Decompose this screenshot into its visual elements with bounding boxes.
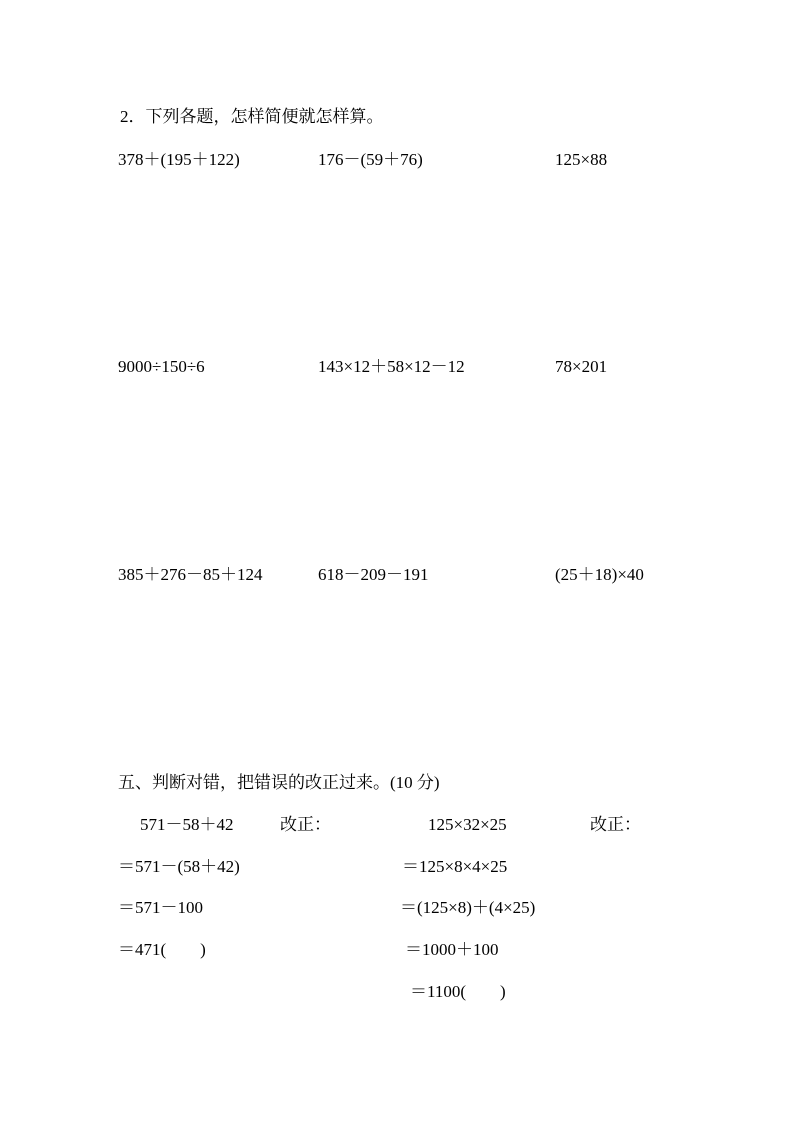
section-2-heading: 2．下列各题，怎样简便就怎样算。 <box>120 107 384 126</box>
left-expression: 571－58＋42 <box>140 815 234 834</box>
left-correction-label: 改正： <box>280 815 331 834</box>
right-step-2: ＝(125×8)＋(4×25) <box>400 898 536 917</box>
problem-r1-c3: 125×88 <box>555 150 608 169</box>
left-step-2: ＝571－100 <box>118 898 203 917</box>
problem-r3-c3: (25＋18)×40 <box>555 565 644 584</box>
problem-r1-c1: 378＋(195＋122) <box>118 150 240 169</box>
problem-r2-c1: 9000÷150÷6 <box>118 357 205 376</box>
left-step-1: ＝571－(58＋42) <box>118 857 240 876</box>
problem-r3-c1: 385＋276－85＋124 <box>118 565 263 584</box>
problem-r2-c3: 78×201 <box>555 357 608 376</box>
right-correction-label: 改正： <box>590 815 641 834</box>
right-step-3: ＝1000＋100 <box>405 940 499 959</box>
right-expression: 125×32×25 <box>428 815 507 834</box>
left-step-3: ＝471( ) <box>118 940 206 959</box>
problem-r2-c2: 143×12＋58×12－12 <box>318 357 465 376</box>
problem-r1-c2: 176－(59＋76) <box>318 150 423 169</box>
section-5-heading: 五、判断对错，把错误的改正过来。(10 分) <box>118 773 440 792</box>
right-step-1: ＝125×8×4×25 <box>402 857 508 876</box>
right-step-4: ＝1100( ) <box>410 982 506 1001</box>
problem-r3-c2: 618－209－191 <box>318 565 429 584</box>
